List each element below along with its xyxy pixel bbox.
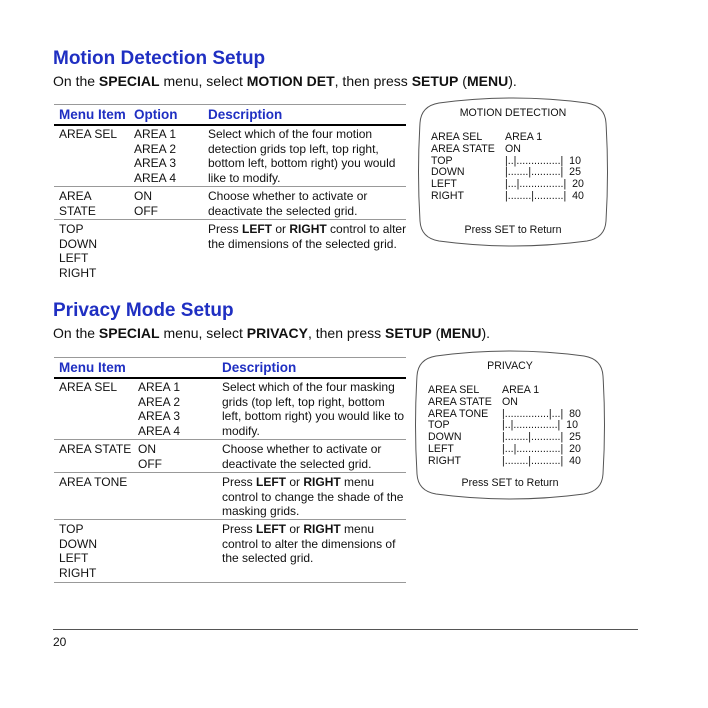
motion-row-description: Press LEFT or RIGHT control to alter the dimensions of the selected grid. <box>208 222 407 251</box>
motion-row-item: AREA SEL <box>59 127 118 141</box>
motion-osd-values: AREA 1 ON |..|...............| 10 |.......|..........| 25 |...|...............| 20 |........|..........| 40 <box>505 131 584 202</box>
row-divider <box>54 519 406 520</box>
row-divider <box>54 439 406 440</box>
privacy-row-description: Press LEFT or RIGHT menu control to alter the dimensions of the selected grid. <box>222 522 396 566</box>
privacy-osd-footer: Press SET to Return <box>461 477 559 489</box>
privacy-row-description: Choose whether to activate or deactivate the selected grid. <box>222 442 382 471</box>
privacy-osd-labels: AREA SEL AREA STATE AREA TONE TOP DOWN LEFT RIGHT <box>428 384 492 467</box>
privacy-row-options: ON OFF <box>138 442 162 471</box>
privacy-section-title: Privacy Mode Setup <box>53 300 234 321</box>
motion-row-item: AREA STATE <box>59 189 96 218</box>
privacy-header-rule <box>54 377 406 379</box>
motion-header-option: Option <box>134 107 178 122</box>
motion-header-menu-item: Menu Item <box>59 107 126 122</box>
privacy-row-item: AREA SEL <box>59 380 118 394</box>
page-footer-rule <box>53 629 638 630</box>
motion-row-options: ON OFF <box>134 189 158 218</box>
privacy-row-options: AREA 1 AREA 2 AREA 3 AREA 4 <box>138 380 181 439</box>
motion-osd-screen <box>417 97 609 247</box>
row-divider <box>54 186 406 187</box>
motion-header-description: Description <box>208 107 283 122</box>
row-divider <box>54 472 406 473</box>
privacy-row-item: TOP DOWN LEFT RIGHT <box>59 522 97 581</box>
motion-row-description: Select which of the four motion detection grids top left, top right, bottom left, bottom right) you would like to modify. <box>208 127 396 186</box>
privacy-row-description: Press LEFT or RIGHT menu control to change the shade of the masking grids. <box>222 475 404 519</box>
privacy-intro: On the SPECIAL menu, select PRIVACY, then press SETUP (MENU). <box>53 325 491 341</box>
privacy-row-description: Select which of the four masking grids (top left, top right, bottom left, bottom right) you would like to modify. <box>222 380 405 439</box>
privacy-table-top-rule <box>54 357 406 358</box>
motion-row-description: Choose whether to activate or deactivate the selected grid. <box>208 189 368 218</box>
motion-header-rule <box>54 124 406 126</box>
motion-osd-title: MOTION DETECTION <box>459 107 567 119</box>
page-number: 20 <box>53 635 67 649</box>
motion-row-options: AREA 1 AREA 2 AREA 3 AREA 4 <box>134 127 177 186</box>
privacy-table-bottom-rule <box>54 582 406 583</box>
motion-table-top-rule <box>54 104 406 105</box>
privacy-row-item: AREA STATE <box>59 442 132 456</box>
motion-osd-footer: Press SET to Return <box>464 224 562 236</box>
privacy-osd-title: PRIVACY <box>487 360 533 372</box>
motion-section-title: Motion Detection Setup <box>53 48 266 69</box>
motion-osd-labels: AREA SEL AREA STATE TOP DOWN LEFT RIGHT <box>431 131 495 202</box>
privacy-header-menu-item: Menu Item <box>59 360 126 375</box>
row-divider <box>54 219 406 220</box>
privacy-osd-screen <box>414 350 606 500</box>
motion-intro: On the SPECIAL menu, select MOTION DET, then press SETUP (MENU). <box>53 73 517 89</box>
motion-row-item: TOP DOWN LEFT RIGHT <box>59 222 97 281</box>
privacy-header-description: Description <box>222 360 297 375</box>
privacy-osd-values: AREA 1 ON |...............|...| 80 |..|...............| 10 |........|..........| 25 |...|...............| 20 |........|..........| 40 <box>502 384 581 467</box>
privacy-row-item: AREA TONE <box>59 475 128 489</box>
